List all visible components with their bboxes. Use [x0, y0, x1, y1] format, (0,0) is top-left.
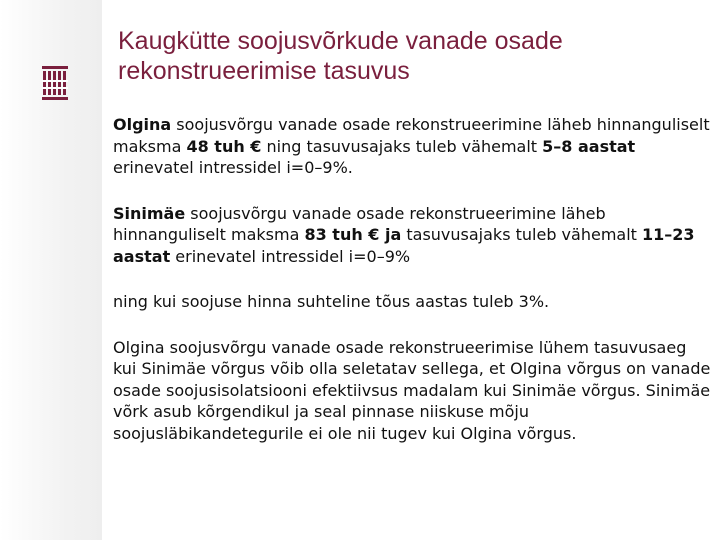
olgina-cost: 48 tuh €: [186, 136, 262, 156]
slide-body: [113, 114, 713, 444]
paragraph-sinimae-text-1: soojusvõrgu vanade osade rekonstrueerimine läheb hinnanguliselt maksma: [113, 203, 606, 244]
paragraph-price-growth: ning kui soojuse hinna suhteline tõus aastas tuleb 3%.: [113, 292, 550, 311]
paragraph-sinimae-text-3: erinevatel intressidel i=0–9%: [170, 246, 411, 266]
slide-title-line-2: rekonstrueerimise tasuvus: [118, 57, 410, 85]
slide-title: [118, 26, 708, 86]
olgina-payback-years: 5–8 aastat: [542, 136, 636, 156]
network-name-olgina: Olgina: [113, 115, 172, 134]
university-columns-logo: [42, 66, 68, 102]
paragraph-olgina-text-1: soojusvõrgu vanade osade rekonstrueerimine läheb hinnanguliselt maksma: [113, 115, 710, 156]
paragraph-olgina-text-3: erinevatel intressidel i=0–9%.: [113, 158, 353, 177]
paragraph-explanation: Olgina soojusvõrgu vanade osade rekonstrueerimise lühem tasuvusaeg kui Sinimäe võrgus võib olla seletatav sellega, et Olgina võrgus on vanade osade soojusisolatsiooni efektiivsus madalam kui Sinimäe võrgus. Sinimäe võrk asub kõrgendikul ja seal pinnase niiskuse mõju soojusläbikandetegurile ei ole nii tugev kui Olgina võrgus.: [113, 337, 711, 443]
paragraph-olgina-text-2: ning tasuvusajaks tuleb vähemalt: [261, 136, 543, 156]
paragraph-sinimae: [113, 203, 713, 268]
sinimae-payback-years: 11–23 aastat: [113, 225, 695, 266]
sinimae-cost: 83 tuh € ja: [304, 225, 402, 244]
paragraph-olgina: [113, 114, 713, 179]
paragraph-sinimae-text-2: tasuvusajaks tuleb vähemalt: [401, 225, 643, 244]
network-name-sinimae: Sinimäe: [113, 203, 186, 223]
slide-title-line-1: Kaugkütte soojusvõrkude vanade osade: [118, 27, 563, 55]
